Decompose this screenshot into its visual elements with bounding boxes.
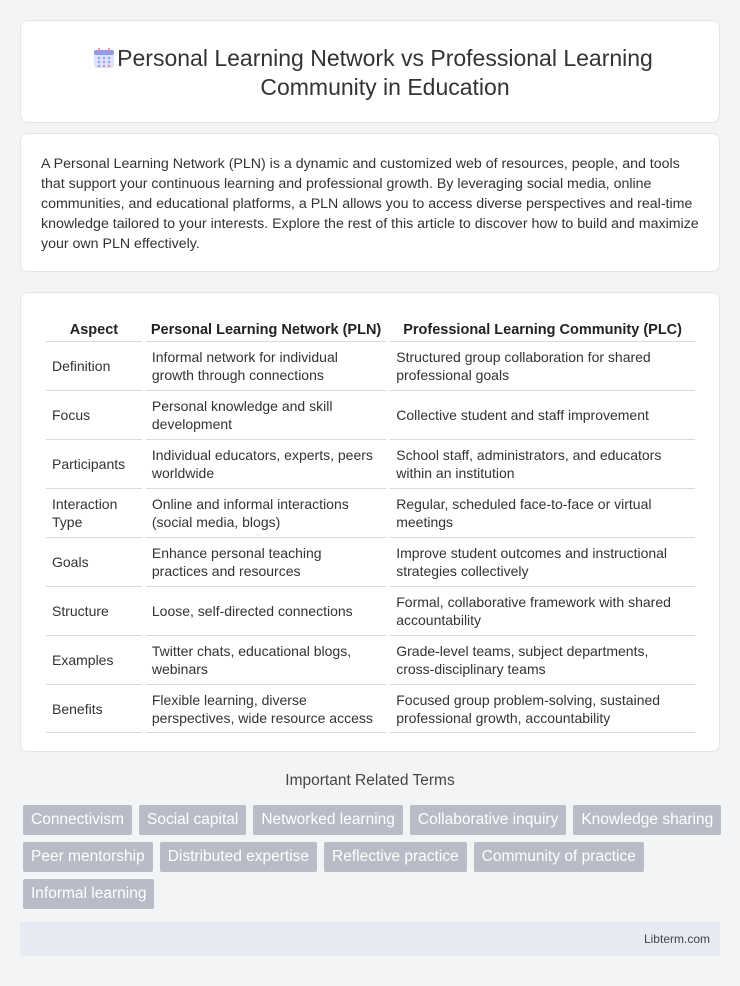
pln-cell: Twitter chats, educational blogs, webinars [146, 635, 386, 684]
pln-cell: Personal knowledge and skill development [146, 390, 386, 439]
related-term-tag[interactable]: Knowledge sharing [573, 805, 721, 835]
footer [20, 922, 720, 956]
aspect-cell: Examples [46, 635, 142, 684]
header-pln: Personal Learning Network (PLN) [150, 322, 382, 338]
related-term-tag[interactable]: Connectivism [23, 805, 132, 835]
table-row [46, 586, 695, 635]
plc-cell: Regular, scheduled face-to-face or virtual meetings [390, 488, 695, 537]
related-term-tag[interactable]: Distributed expertise [160, 842, 317, 872]
aspect-cell: Focus [46, 390, 142, 439]
plc-cell: Focused group problem-solving, sustained professional growth, accountability [390, 684, 695, 733]
table-row [46, 341, 695, 390]
plc-cell: Formal, collaborative framework with shared accountability [390, 586, 695, 635]
pln-cell: Loose, self-directed connections [146, 586, 386, 635]
plc-cell: Grade-level teams, subject departments, cross-disciplinary teams [390, 635, 695, 684]
table-header-row [46, 311, 695, 341]
plc-cell: School staff, administrators, and educators within an institution [390, 439, 695, 488]
pln-cell: Flexible learning, diverse perspectives, wide resource access [146, 684, 386, 733]
aspect-cell: Benefits [46, 684, 142, 733]
footer-site-link[interactable]: Libterm.com [643, 932, 710, 946]
plc-cell: Collective student and staff improvement [390, 390, 695, 439]
aspect-cell: Interaction Type [46, 488, 142, 537]
table-row [46, 684, 695, 733]
related-term-tag[interactable]: Networked learning [253, 805, 403, 835]
related-term-tag[interactable]: Community of practice [474, 842, 644, 872]
aspect-cell: Structure [46, 586, 142, 635]
related-term-tag[interactable]: Collaborative inquiry [410, 805, 566, 835]
related-term-tag[interactable]: Peer mentorship [23, 842, 153, 872]
table-row [46, 390, 695, 439]
pln-cell: Enhance personal teaching practices and resources [146, 537, 386, 586]
intro-paragraph: A Personal Learning Network (PLN) is a dynamic and customized web of resources, people, and tools that support your continuous learning and professional growth. By leveraging social media, online communities, and educational platforms, a PLN allows you to access diverse perspectives and real-time knowledge tailored to your interests. Explore the rest of this article to discover how to build and maximize your own PLN effectively. [41, 156, 699, 252]
related-terms-title: Important Related Terms [285, 772, 455, 789]
related-terms-list [23, 805, 723, 909]
aspect-cell: Participants [46, 439, 142, 488]
table-row [46, 537, 695, 586]
comparison-card [20, 292, 720, 752]
aspect-cell: Definition [46, 341, 142, 390]
plc-cell: Structured group collaboration for shared professional goals [390, 341, 695, 390]
pln-cell: Online and informal interactions (social media, blogs) [146, 488, 386, 537]
intro-card [20, 133, 720, 272]
header-plc: Professional Learning Community (PLC) [403, 322, 682, 338]
aspect-cell: Goals [46, 537, 142, 586]
comparison-table [42, 311, 699, 733]
related-term-tag[interactable]: Informal learning [23, 879, 154, 909]
header-aspect: Aspect [69, 322, 119, 338]
related-term-tag[interactable]: Social capital [139, 805, 246, 835]
plc-cell: Improve student outcomes and instructional strategies collectively [390, 537, 695, 586]
pln-cell: Individual educators, experts, peers worldwide [146, 439, 386, 488]
table-row [46, 635, 695, 684]
table-row [46, 439, 695, 488]
related-term-tag[interactable]: Reflective practice [324, 842, 467, 872]
table-row [46, 488, 695, 537]
pln-cell: Informal network for individual growth through connections [146, 341, 386, 390]
page-title: Personal Learning Network vs Professional Learning Community in Education [117, 45, 653, 100]
title-card [20, 20, 720, 123]
